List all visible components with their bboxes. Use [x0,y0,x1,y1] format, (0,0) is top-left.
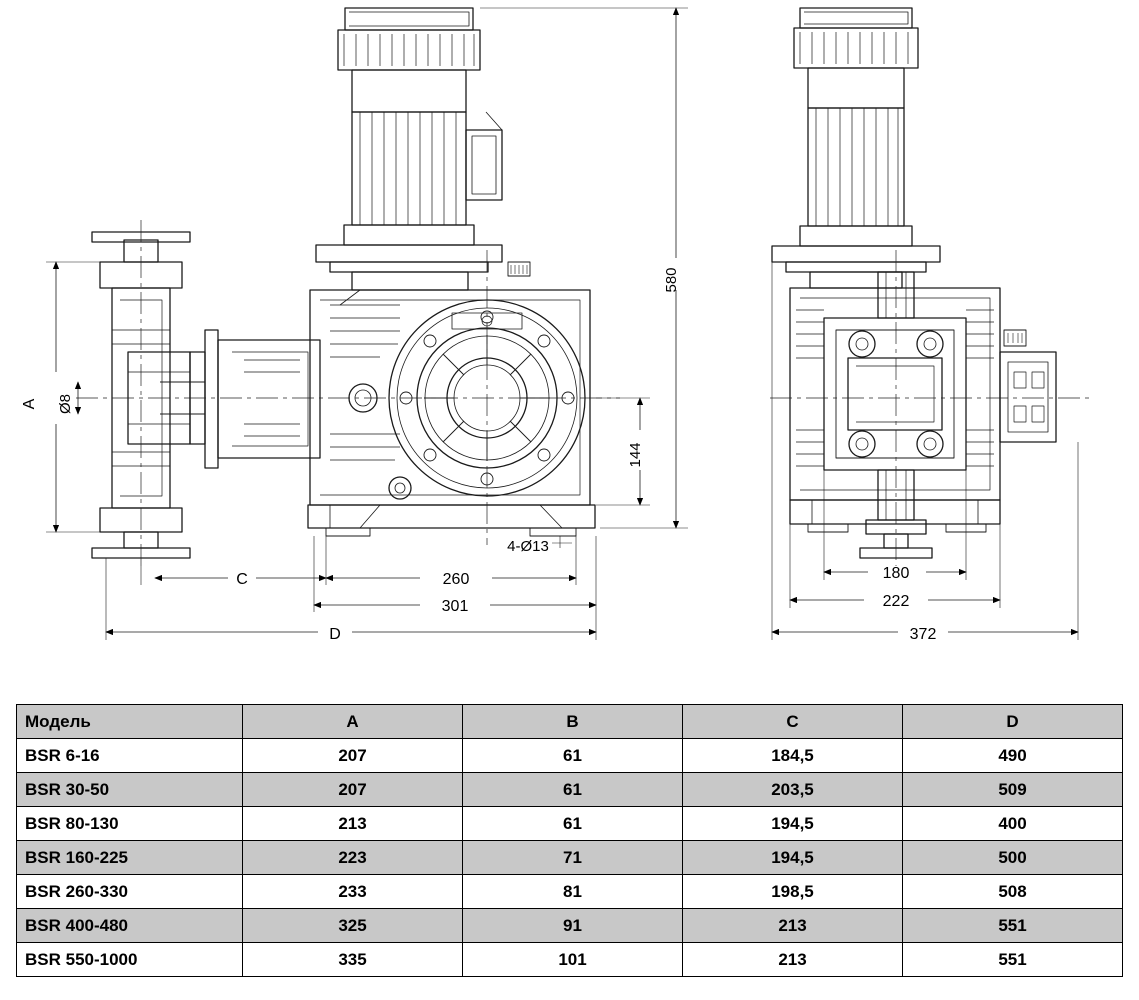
cell-model: BSR 80-130 [17,807,243,841]
cell-d: 490 [903,739,1123,773]
cell-b: 61 [463,773,683,807]
model-dimensions-table [16,704,1123,977]
table-header-a: A [243,705,463,739]
table-row [17,943,1123,977]
table-header-b: B [463,705,683,739]
cell-d: 551 [903,943,1123,977]
cell-c: 184,5 [683,739,903,773]
dim-222: 222 [882,593,910,610]
dim-letter-c: C [236,571,248,588]
table-header-model: Модель [17,705,243,739]
cell-d: 400 [903,807,1123,841]
cell-a: 223 [243,841,463,875]
table-header-c: C [683,705,903,739]
dimension-labels [21,267,936,643]
cell-d: 509 [903,773,1123,807]
table-header-d: D [903,705,1123,739]
cell-model: BSR 30-50 [17,773,243,807]
dim-580: 580 [663,267,680,293]
cell-b: 91 [463,909,683,943]
cell-c: 213 [683,909,903,943]
dim-letter-d: D [329,626,341,643]
cell-c: 203,5 [683,773,903,807]
cell-b: 81 [463,875,683,909]
front-view-dimensions [772,262,1078,640]
cell-a: 213 [243,807,463,841]
cell-a: 207 [243,773,463,807]
dim-diameter-8: Ø8 [57,393,74,415]
dim-260: 260 [442,571,470,588]
table-header-row [17,705,1123,739]
cell-model: BSR 400-480 [17,909,243,943]
cell-a: 233 [243,875,463,909]
table-row [17,773,1123,807]
dim-301: 301 [441,598,469,615]
table-row [17,909,1123,943]
table-row [17,739,1123,773]
cell-d: 508 [903,875,1123,909]
cell-d: 551 [903,909,1123,943]
table-row [17,875,1123,909]
cell-c: 213 [683,943,903,977]
cell-a: 325 [243,909,463,943]
dim-4-holes-13: 4-Ø13 [507,538,549,555]
cell-a: 335 [243,943,463,977]
cell-a: 207 [243,739,463,773]
cell-b: 71 [463,841,683,875]
front-view-drawing [770,8,1090,566]
cell-b: 61 [463,739,683,773]
side-view-dimensions [46,8,688,640]
table-row [17,807,1123,841]
cell-c: 194,5 [683,807,903,841]
dim-letter-a: A [21,398,38,410]
cell-c: 194,5 [683,841,903,875]
side-view-drawing [76,8,620,566]
cell-model: BSR 550-1000 [17,943,243,977]
cell-c: 198,5 [683,875,903,909]
cell-model: BSR 160-225 [17,841,243,875]
cell-model: BSR 260-330 [17,875,243,909]
dim-180: 180 [882,565,910,582]
cell-b: 101 [463,943,683,977]
model-dimensions-table-wrapper [16,704,1122,977]
cell-d: 500 [903,841,1123,875]
table-row [17,841,1123,875]
dim-144: 144 [627,442,644,468]
cell-model: BSR 6-16 [17,739,243,773]
dim-372: 372 [909,626,937,643]
cell-b: 61 [463,807,683,841]
